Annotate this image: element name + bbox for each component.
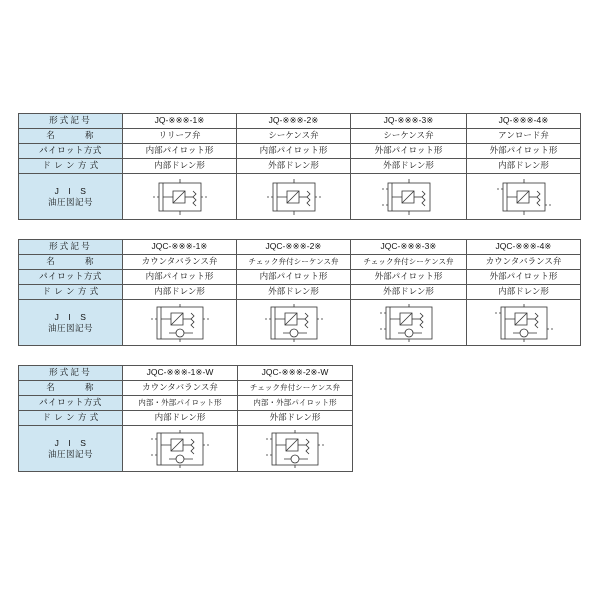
table-row [19,366,353,381]
cell-pilot-1: 内部パイロット形 [123,270,237,285]
valve-spec-table-2 [18,239,581,346]
table-row [19,114,581,129]
cell-symbol-1 [123,300,237,346]
cell-model-code-3: JQ-※※※-3※ [351,114,467,129]
row-header-name: 名 称 [19,381,123,396]
row-header-model-code: 形式記号 [19,366,123,381]
cell-name-2: チェック弁付シーケンス弁 [238,381,353,396]
cell-pilot-3: 外部パイロット形 [351,270,467,285]
symbol-counter-balance-valve-w [123,427,237,471]
symbol-check-sequence-valve-ext [351,301,466,345]
jis-label-line1: J I S [54,311,87,322]
symbol-sequence-valve-ext-pilot [351,175,466,219]
cell-drain-2: 外部ドレン形 [238,411,353,426]
row-header-model-code: 形式記号 [19,114,123,129]
jis-label-line2: 油圧図記号 [47,448,93,459]
table-row [19,129,581,144]
table-row [19,300,581,346]
valve-spec-table-3 [18,365,353,472]
cell-symbol-4 [467,300,581,346]
jis-label-line2: 油圧図記号 [47,196,93,207]
cell-name-2: チェック弁付シーケンス弁 [237,255,351,270]
row-header-model-code: 形式記号 [19,240,123,255]
row-header-drain-type: ド レ ン 方 式 [19,159,123,174]
cell-pilot-2: 内部パイロット形 [237,144,351,159]
cell-drain-2: 外部ドレン形 [237,159,351,174]
cell-model-code-3: JQC-※※※-3※ [351,240,467,255]
cell-model-code-1: JQC-※※※-1※-W [123,366,238,381]
cell-symbol-1 [123,174,237,220]
cell-pilot-2: 内部・外部パイロット形 [238,396,353,411]
cell-name-3: チェック弁付シーケンス弁 [351,255,467,270]
cell-symbol-3 [351,174,467,220]
cell-symbol-2 [237,174,351,220]
cell-symbol-2 [238,426,353,472]
symbol-unload-valve [467,175,580,219]
table-row [19,285,581,300]
table-row [19,144,581,159]
table-row [19,174,581,220]
table-row [19,411,353,426]
cell-pilot-2: 内部パイロット形 [237,270,351,285]
row-header-name: 名 称 [19,129,123,144]
row-header-pilot-type: パイロット方式 [19,270,123,285]
cell-drain-1: 内部ドレン形 [123,285,237,300]
cell-name-2: シーケンス弁 [237,129,351,144]
row-header-jis-symbol [19,426,123,472]
cell-name-1: リリーフ弁 [123,129,237,144]
cell-model-code-4: JQC-※※※-4※ [467,240,581,255]
row-header-jis-symbol [19,174,123,220]
jis-label-line2: 油圧図記号 [47,322,93,333]
table-row [19,381,353,396]
cell-model-code-1: JQ-※※※-1※ [123,114,237,129]
cell-symbol-2 [237,300,351,346]
jis-label-line1: J I S [54,185,87,196]
cell-drain-4: 内部ドレン形 [467,285,581,300]
cell-symbol-3 [351,300,467,346]
cell-pilot-1: 内部・外部パイロット形 [123,396,238,411]
row-header-pilot-type: パイロット方式 [19,144,123,159]
cell-pilot-4: 外部パイロット形 [467,270,581,285]
cell-model-code-1: JQC-※※※-1※ [123,240,237,255]
cell-name-4: カウンタバランス弁 [467,255,581,270]
cell-drain-2: 外部ドレン形 [237,285,351,300]
table-row [19,255,581,270]
cell-symbol-1 [123,426,238,472]
row-header-drain-type: ド レ ン 方 式 [19,411,123,426]
cell-model-code-4: JQ-※※※-4※ [467,114,581,129]
table-row [19,426,353,472]
cell-pilot-3: 外部パイロット形 [351,144,467,159]
row-header-pilot-type: パイロット方式 [19,396,123,411]
cell-name-3: シーケンス弁 [351,129,467,144]
symbol-sequence-valve [237,175,350,219]
cell-drain-3: 外部ドレン形 [351,285,467,300]
cell-pilot-4: 外部パイロット形 [467,144,581,159]
table-row [19,270,581,285]
table-row [19,159,581,174]
symbol-counter-balance-valve [123,301,236,345]
table-row [19,240,581,255]
symbol-counter-balance-valve-ext [467,301,580,345]
jis-label-line1: J I S [54,437,87,448]
cell-pilot-1: 内部パイロット形 [123,144,237,159]
symbol-check-sequence-valve-w [238,427,352,471]
cell-name-1: カウンタバランス弁 [123,255,237,270]
cell-drain-1: 内部ドレン形 [123,159,237,174]
cell-model-code-2: JQ-※※※-2※ [237,114,351,129]
cell-model-code-2: JQC-※※※-2※ [237,240,351,255]
cell-model-code-2: JQC-※※※-2※-W [238,366,353,381]
symbol-check-sequence-valve [237,301,350,345]
valve-spec-table-1 [18,113,581,220]
table-row [19,396,353,411]
cell-symbol-4 [467,174,581,220]
row-header-drain-type: ド レ ン 方 式 [19,285,123,300]
cell-drain-4: 内部ドレン形 [467,159,581,174]
cell-name-4: アンロード弁 [467,129,581,144]
row-header-name: 名 称 [19,255,123,270]
cell-name-1: カウンタバランス弁 [123,381,238,396]
cell-drain-1: 内部ドレン形 [123,411,238,426]
row-header-jis-symbol [19,300,123,346]
symbol-relief-valve [123,175,236,219]
cell-drain-3: 外部ドレン形 [351,159,467,174]
